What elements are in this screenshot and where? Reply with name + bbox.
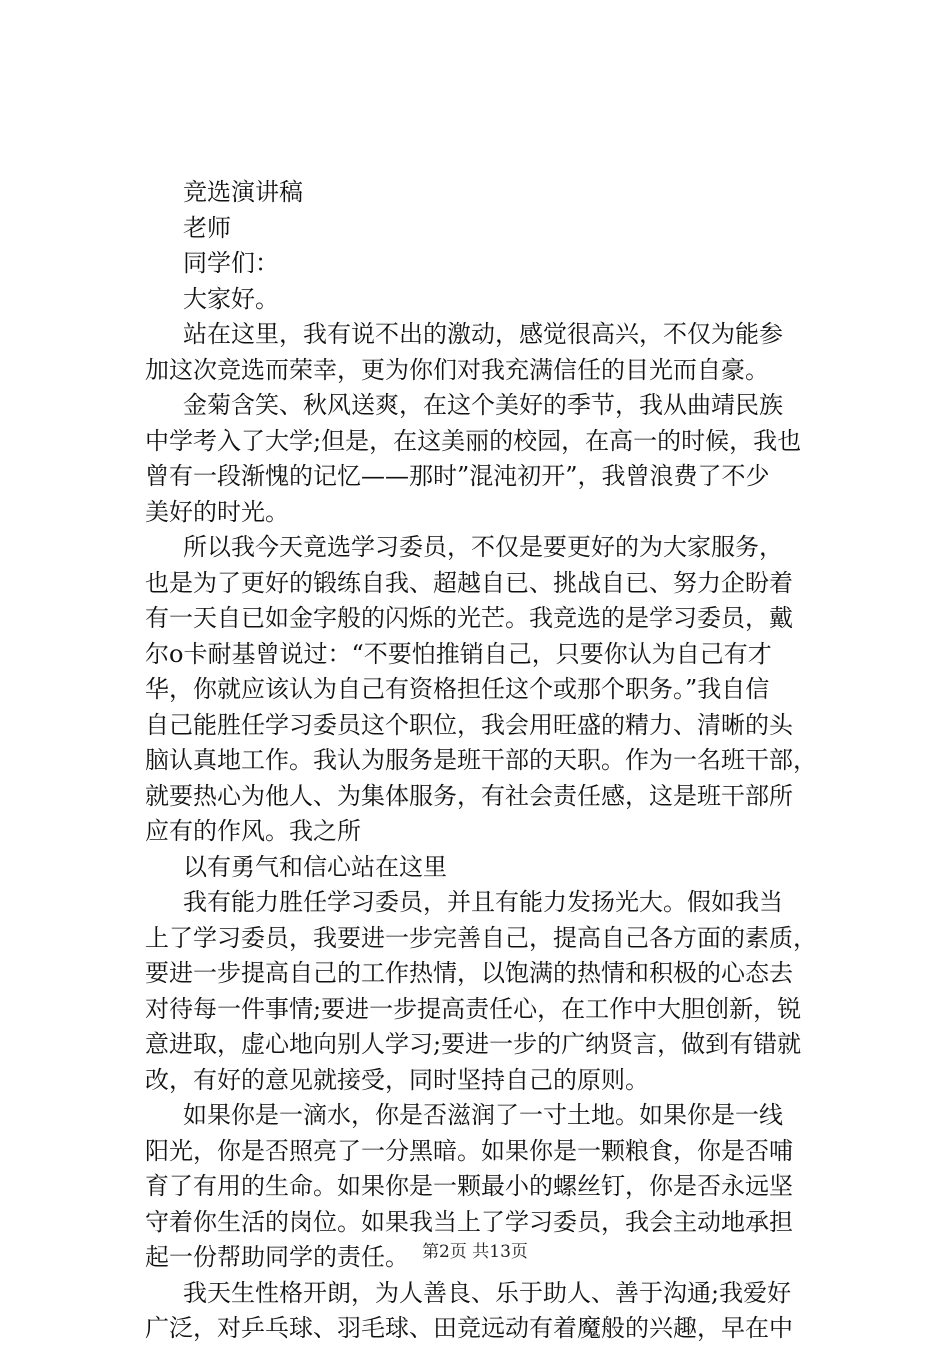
paragraph-line: 以有勇气和信心站在这里 [183,852,447,881]
paragraph-line: 脑认真地工作。我认为服务是班干部的天职。作为一名班干部， [145,746,817,774]
paragraph-line: 阳光，你是否照亮了一分黑暗。如果你是一颗粮食，你是否哺 [145,1136,793,1165]
paragraph-line: 站在这里，我有说不出的激动，感觉很高兴，不仅为能参 [183,320,783,348]
paragraph-line: 就要热心为他人、为集体服务，有社会责任感，这是班干部所 [145,781,793,810]
paragraph-line: 育了有用的生命。如果你是一颗最小的螺丝钉，你是否永远坚 [145,1172,793,1200]
document-body [145,175,835,1347]
paragraph-line: 金菊含笑、秋风送爽，在这个美好的季节，我从曲靖民族 [183,391,783,419]
paragraph-line: 自己能胜任学习委员这个职位，我会用旺盛的精力、清晰的头 [145,710,793,739]
paragraph-line: 我天生性格开朗，为人善良、乐于助人、善于沟通;我爱好 [183,1278,792,1307]
paragraph-line: 广泛，对乒乓球、羽毛球、田竞远动有着魔般的兴趣，早在中 [145,1314,793,1342]
paragraph-line: 起一份帮助同学的责任。 [145,1243,409,1271]
page-number-footer: 第2页 共13页 [422,1242,528,1262]
paragraph-line: 加这次竞选而荣幸，更为你们对我充满信任的目光而自豪。 [145,355,769,384]
paragraph-line: 意进取，虚心地向别人学习;要进一步的广纳贤言，做到有错就 [145,1030,802,1058]
paragraph-line: 对待每一件事情;要进一步提高责任心，在工作中大胆创新，锐 [145,994,802,1023]
paragraph-line: 改，有好的意见就接受，同时坚持自己的原则。 [145,1065,649,1094]
paragraph-line: 上了学习委员，我要进一步完善自己，提高自己各方面的素质， [145,923,817,952]
heading-title: 竞选演讲稿 [183,178,303,206]
paragraph-line: 中学考入了大学;但是，在这美丽的校园，在高一的时候，我也 [145,426,802,455]
paragraph-line: 华，你就应该认为自己有资格担任这个或那个职务。”我自信 [145,675,770,703]
paragraph-line: 如果你是一滴水，你是否滋润了一寸土地。如果你是一线 [183,1101,783,1129]
greeting: 大家好。 [183,284,279,313]
paragraph-line: 要进一步提高自己的工作热情，以饱满的热情和积极的心态去 [145,959,793,987]
salutation-students: 同学们： [183,249,279,277]
paragraph-line: 也是为了更好的锻练自我、超越自已、挑战自已、努力企盼着 [145,568,793,597]
paragraph-line: 有一天自已如金字般的闪烁的光芒。我竞选的是学习委员，戴 [145,604,793,632]
salutation-teacher: 老师 [183,213,231,242]
paragraph-line: 应有的作风。我之所 [145,817,361,845]
paragraph-line: 我有能力胜任学习委员，并且有能力发扬光大。假如我当 [183,888,783,916]
paragraph-line: 所以我今天竟选学习委员，不仅是要更好的为大家服务， [183,533,783,561]
paragraph-line: 曾有一段渐愧的记忆——那时”混沌初开”，我曾浪费了不少 [145,462,770,490]
paragraph-line: 尔o卡耐基曾说过：“不要怕推销自己，只要你认为自己有才 [145,639,772,668]
paragraph-line: 守着你生活的岗位。如果我当上了学习委员，我会主动地承担 [145,1207,793,1236]
paragraph-line: 美好的时光。 [145,497,289,526]
